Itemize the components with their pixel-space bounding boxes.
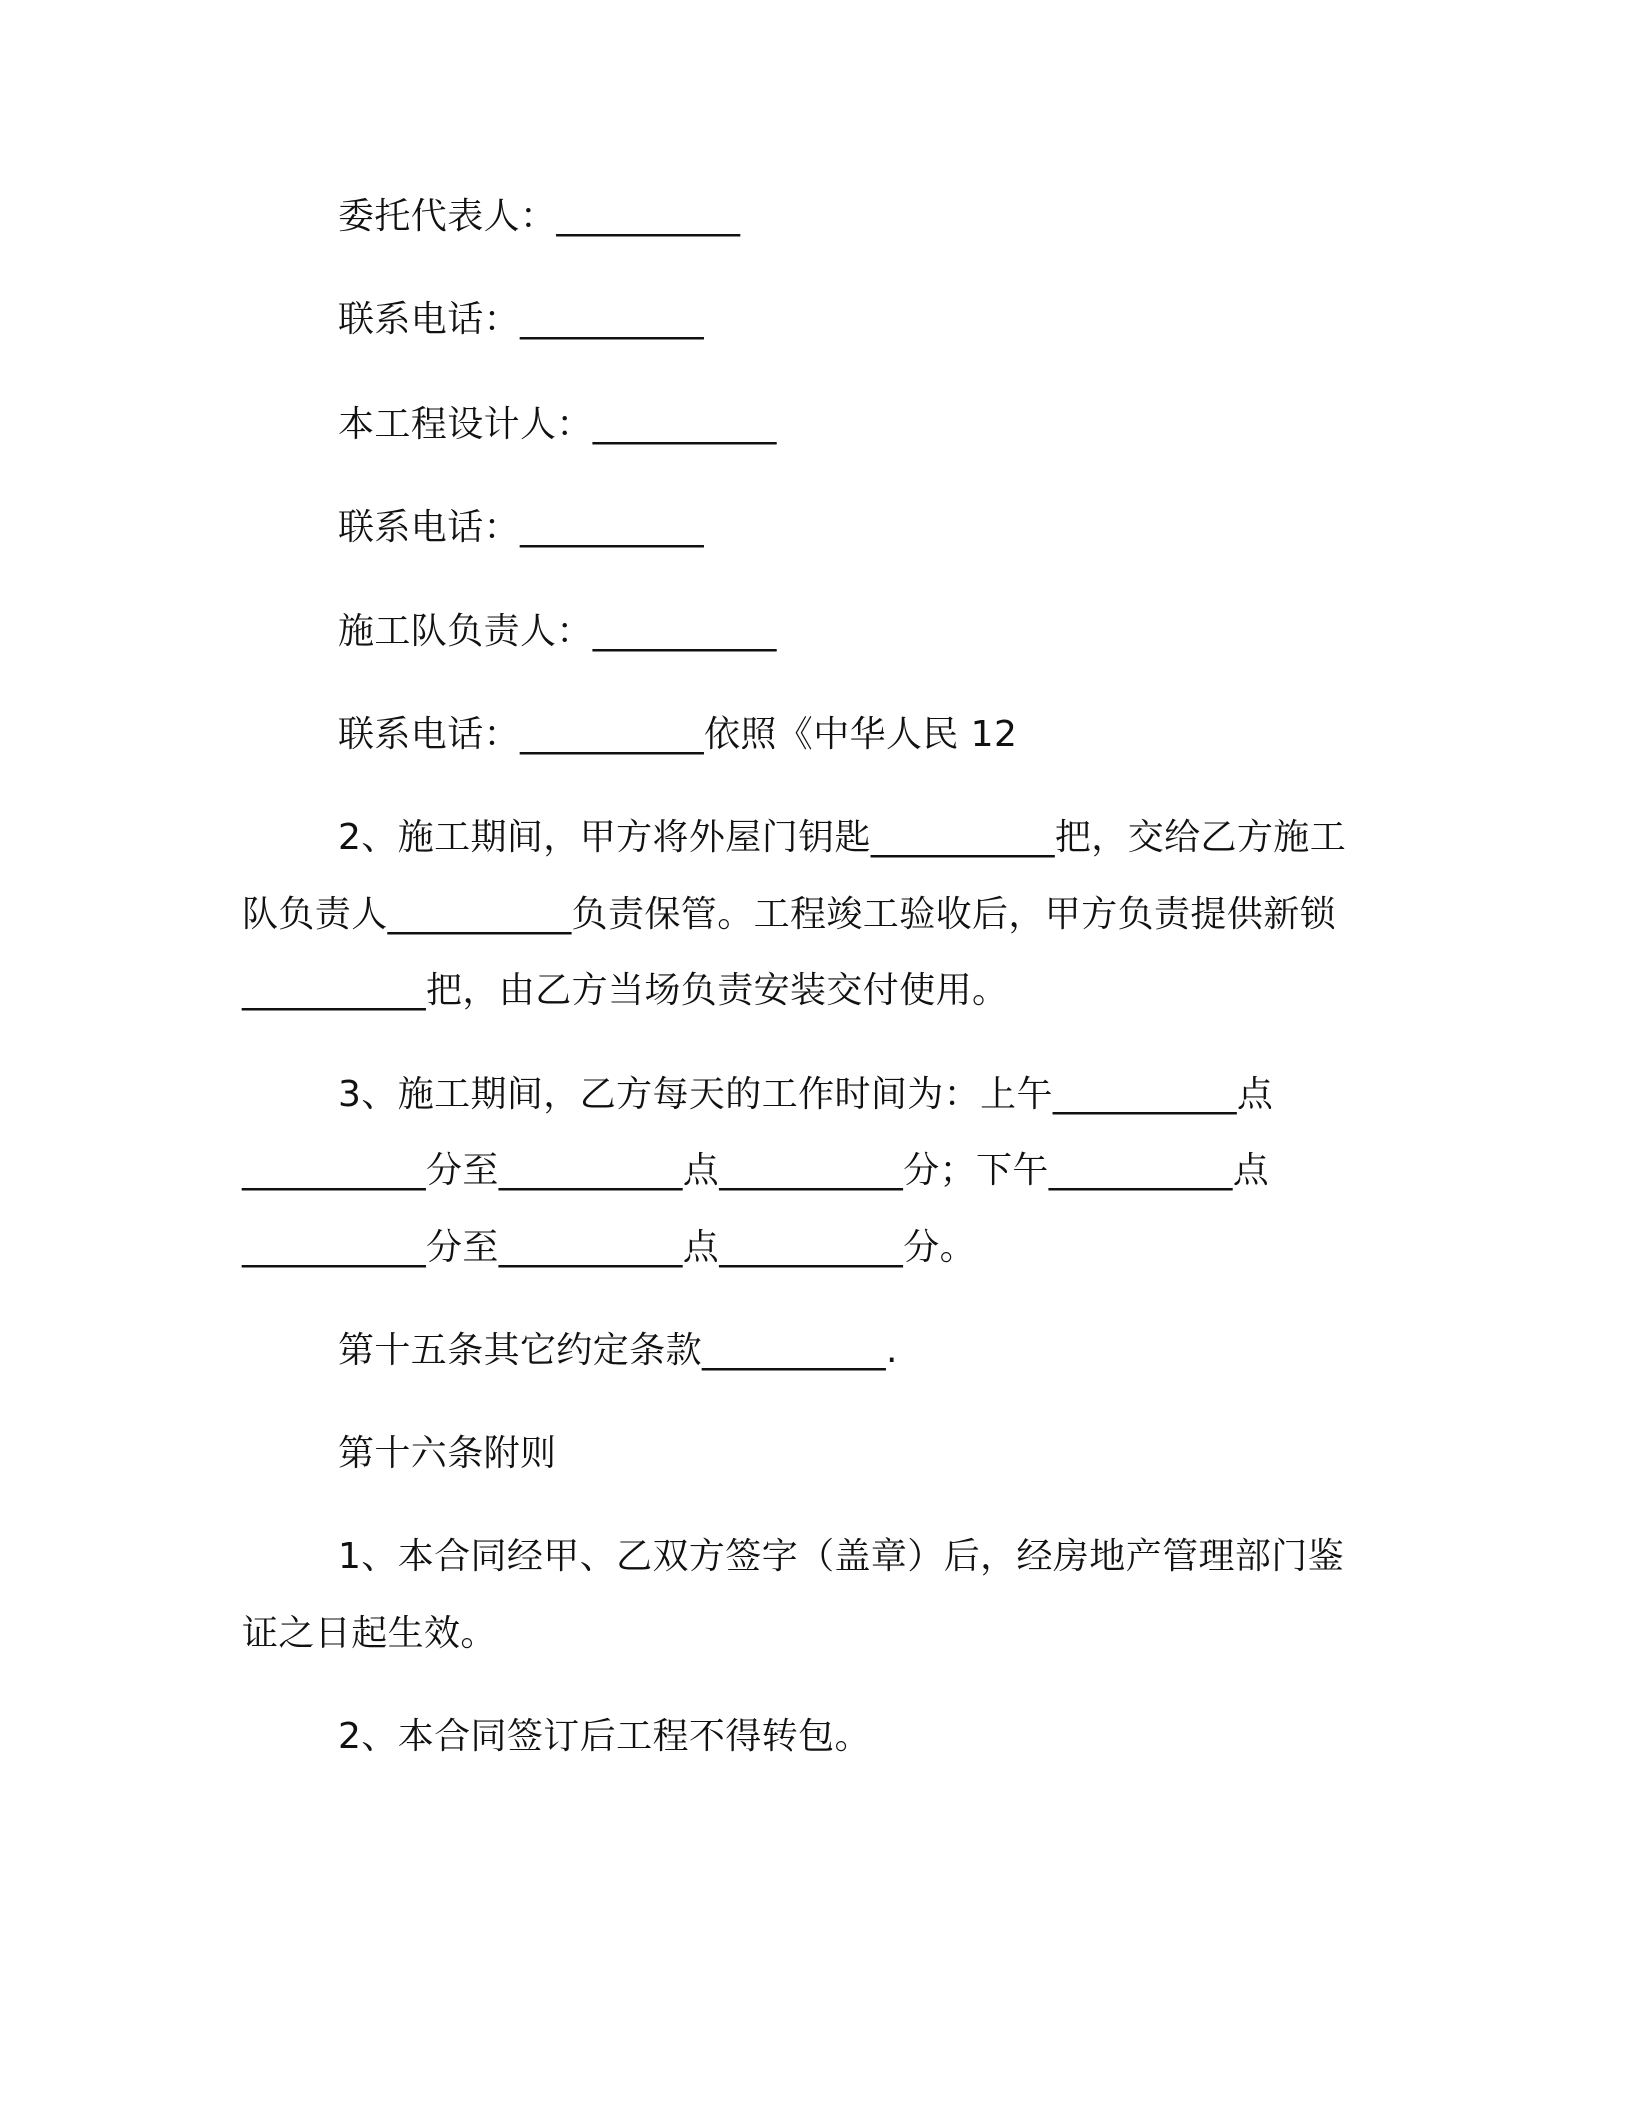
annex-clause-1-line-2: 证之日起生效。 [242,1613,497,1654]
contact-phone-line-3: 联系电话：__________依照《中华人民 12 [338,714,1018,755]
clause-3-line-1: 3、施工期间，乙方每天的工作时间为：上午__________点 [338,1074,1274,1115]
clause-2-line-2: 队负责人__________负责保管。工程竣工验收后，甲方负责提供新锁 [242,894,1337,935]
construction-team-leader-line: 施工队负责人：__________ [338,611,777,652]
article-15-line: 第十五条其它约定条款__________. [338,1330,898,1371]
annex-clause-1-line-1: 1、本合同经甲、乙双方签字（盖章）后，经房地产管理部门鉴 [338,1536,1345,1577]
project-designer-line: 本工程设计人：__________ [338,404,777,445]
contact-phone-line-2: 联系电话：__________ [338,507,704,548]
article-16-heading: 第十六条附则 [338,1433,557,1474]
clause-2-line-1: 2、施工期间，甲方将外屋门钥匙__________把，交给乙方施工 [338,817,1347,858]
entrusted-representative-line: 委托代表人：__________ [338,196,741,237]
contact-phone-line-1: 联系电话：__________ [338,299,704,340]
annex-clause-2-line: 2、本合同签订后工程不得转包。 [338,1716,871,1757]
clause-3-line-2: __________分至__________点__________分；下午__________点 [242,1150,1270,1191]
clause-3-line-3: __________分至__________点__________分。 [242,1227,976,1268]
clause-2-line-3: __________把，由乙方当场负责安装交付使用。 [242,970,1009,1011]
